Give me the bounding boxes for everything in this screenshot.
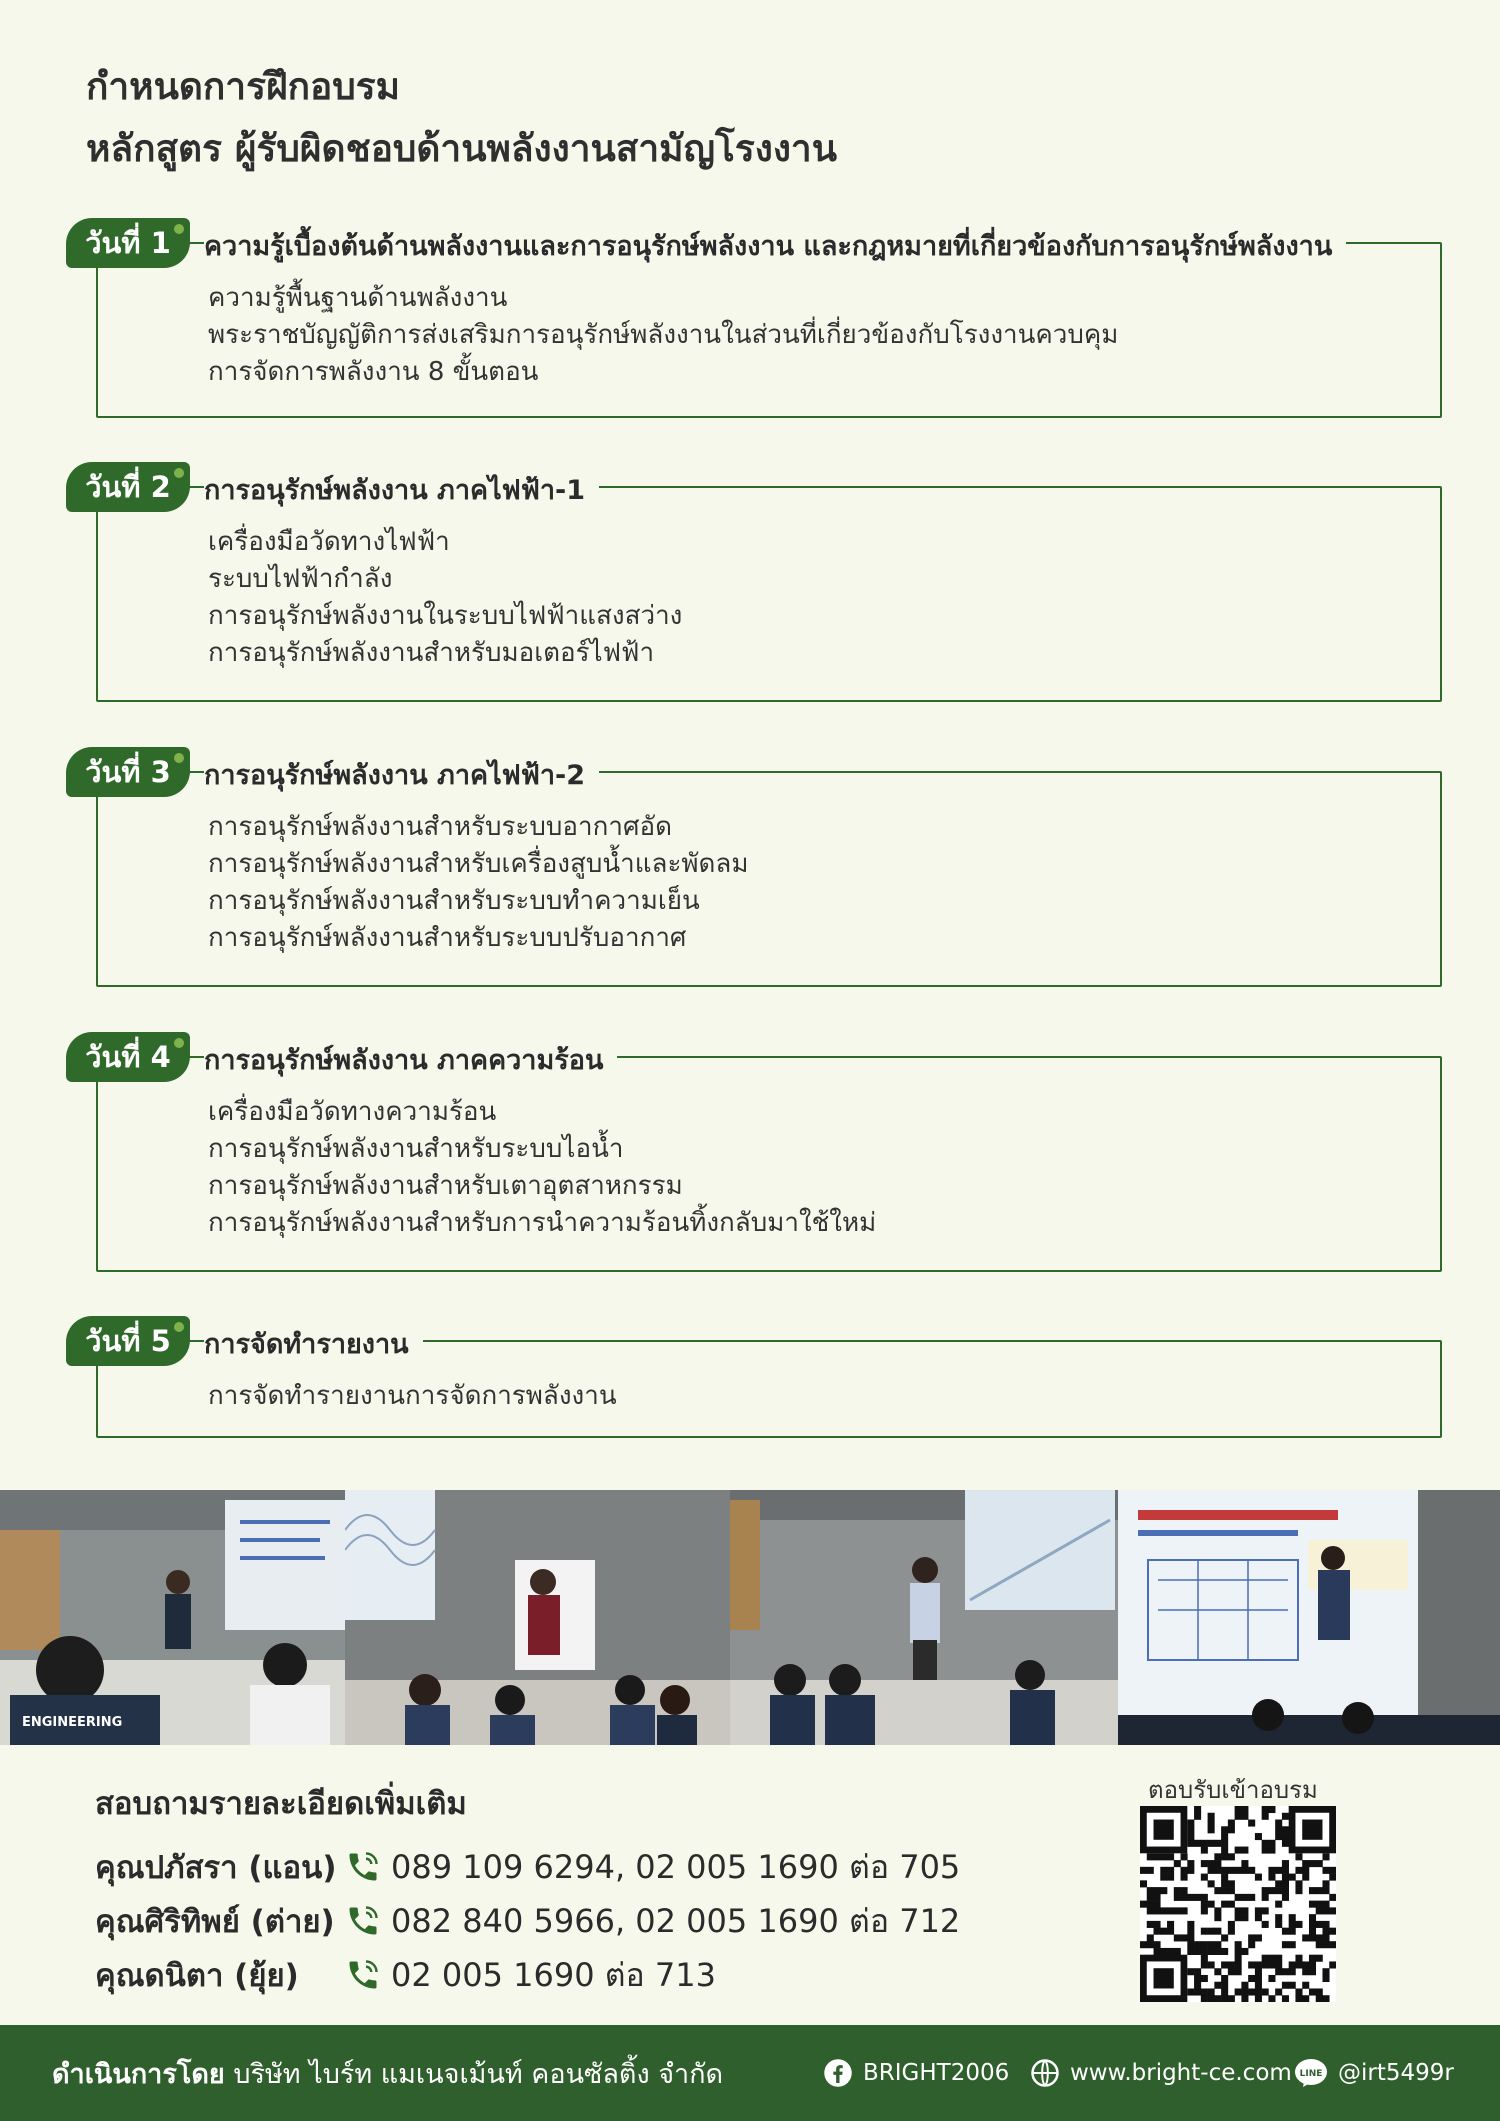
contact-row [95, 1894, 960, 1948]
qr-label: ตอบรับเข้าอบรม [1148, 1776, 1318, 1804]
line-link[interactable] [1294, 2058, 1454, 2088]
topic-item: การอนุรักษ์พลังงานสำหรับระบบไอน้ำ [208, 1134, 624, 1164]
operated-by-label: ดำเนินการโดย [52, 2058, 225, 2090]
company-name: บริษัท ไบร์ท แมเนจเม้นท์ คอนซัลติ้ง จำกัด [233, 2058, 724, 2090]
qr-code-graphic [1140, 1806, 1336, 2002]
day-1-badge: วันที่ 1 [66, 218, 190, 268]
day-5-topic-list [208, 1378, 617, 1415]
day-5-title: การจัดทำรายงาน [204, 1322, 423, 1365]
day-2-topic-list [208, 524, 682, 672]
operator-credit [52, 2052, 723, 2095]
contact-name: คุณศิริทิพย์ (ต่าย) [95, 1904, 335, 1940]
training-photo-1 [0, 1490, 345, 1745]
contact-phone[interactable]: 089 109 6294, 02 005 1690 ต่อ 705 [391, 1847, 961, 1886]
day-4-badge: วันที่ 4 [66, 1032, 190, 1082]
day-5-section [66, 1316, 1442, 1438]
day-4-title: การอนุรักษ์พลังงาน ภาคความร้อน [204, 1038, 617, 1081]
topic-item: เครื่องมือวัดทางความร้อน [208, 1097, 497, 1127]
topic-item: การอนุรักษ์พลังงานสำหรับการนำความร้อนทิ้งกลับมาใช้ใหม่ [208, 1208, 877, 1238]
title-line-1: กำหนดการฝึกอบรม [86, 65, 400, 108]
contact-name: คุณดนิตา (ยุ้ย) [95, 1958, 299, 1994]
phone-icon [345, 1849, 381, 1885]
topic-item: ระบบไฟฟ้ากำลัง [208, 564, 393, 594]
day-3-badge: วันที่ 3 [66, 747, 190, 797]
training-photo-2 [345, 1490, 730, 1745]
training-photo-3 [730, 1490, 1118, 1745]
training-photo-4 [1118, 1490, 1500, 1745]
topic-item: การอนุรักษ์พลังงานสำหรับระบบปรับอากาศ [208, 923, 687, 953]
topic-item: เครื่องมือวัดทางไฟฟ้า [208, 527, 450, 557]
topic-item: การอนุรักษ์พลังงานสำหรับระบบทำความเย็น [208, 886, 700, 916]
contact-name: คุณปภัสรา (แอน) [95, 1850, 337, 1886]
facebook-icon [823, 2058, 853, 2088]
website-link[interactable] [1030, 2058, 1292, 2088]
facebook-link[interactable] [823, 2058, 1009, 2088]
page-title [86, 56, 837, 180]
topic-item: ความรู้พื้นฐานด้านพลังงาน [208, 283, 508, 313]
line-app-icon [1294, 2058, 1328, 2088]
day-2-badge: วันที่ 2 [66, 462, 190, 512]
day-2-section [66, 462, 1442, 702]
day-3-section [66, 747, 1442, 987]
registration-qr-code[interactable] [1140, 1806, 1336, 2002]
contact-row [95, 1840, 960, 1894]
topic-item: พระราชบัญญัติการส่งเสริมการอนุรักษ์พลังงานในส่วนที่เกี่ยวข้องกับโรงงานควบคุม [208, 320, 1119, 350]
contact-section [95, 1778, 960, 2002]
contact-phone[interactable]: 082 840 5966, 02 005 1690 ต่อ 712 [391, 1901, 961, 1940]
topic-item: การจัดการพลังงาน 8 ขั้นตอน [208, 357, 539, 387]
topic-item: การอนุรักษ์พลังงานสำหรับมอเตอร์ไฟฟ้า [208, 638, 655, 668]
day-4-topic-list [208, 1094, 876, 1242]
topic-item: การอนุรักษ์พลังงานสำหรับเครื่องสูบน้ำและพัดลม [208, 849, 749, 879]
topic-item: การอนุรักษ์พลังงานสำหรับระบบอากาศอัด [208, 812, 672, 842]
topic-item: การจัดทำรายงานการจัดการพลังงาน [208, 1381, 617, 1411]
day-1-topic-list [208, 280, 1118, 391]
day-5-badge: วันที่ 5 [66, 1316, 190, 1366]
day-1-section [66, 218, 1442, 418]
jacket-text: ENGINEERING [22, 1715, 123, 1730]
facebook-handle: BRIGHT2006 [863, 2060, 1010, 2086]
footer-bar [0, 2025, 1500, 2121]
day-3-title: การอนุรักษ์พลังงาน ภาคไฟฟ้า-2 [204, 753, 599, 796]
line-badge-text: LINE [1299, 2069, 1323, 2079]
topic-item: การอนุรักษ์พลังงานสำหรับเตาอุตสาหกรรม [208, 1171, 683, 1201]
phone-icon [345, 1957, 381, 1993]
day-3-topic-list [208, 809, 749, 957]
phone-icon [345, 1903, 381, 1939]
website-url: www.bright-ce.com [1070, 2060, 1292, 2086]
contact-heading: สอบถามรายละเอียดเพิ่มเติม [95, 1786, 467, 1822]
contact-row [95, 1948, 960, 2002]
title-line-2: หลักสูตร ผู้รับผิดชอบด้านพลังงานสามัญโรงงาน [86, 127, 837, 170]
line-id: @irt5499r [1338, 2060, 1454, 2086]
contact-phone[interactable]: 02 005 1690 ต่อ 713 [391, 1955, 716, 1994]
training-photo-strip [0, 1490, 1500, 1745]
day-2-title: การอนุรักษ์พลังงาน ภาคไฟฟ้า-1 [204, 468, 599, 511]
day-4-section [66, 1032, 1442, 1272]
globe-icon [1030, 2058, 1060, 2088]
day-1-title: ความรู้เบื้องต้นด้านพลังงานและการอนุรักษ์พลังงาน และกฎหมายที่เกี่ยวข้องกับการอนุรักษ์พลังงาน [204, 224, 1346, 267]
topic-item: การอนุรักษ์พลังงานในระบบไฟฟ้าแสงสว่าง [208, 601, 683, 631]
